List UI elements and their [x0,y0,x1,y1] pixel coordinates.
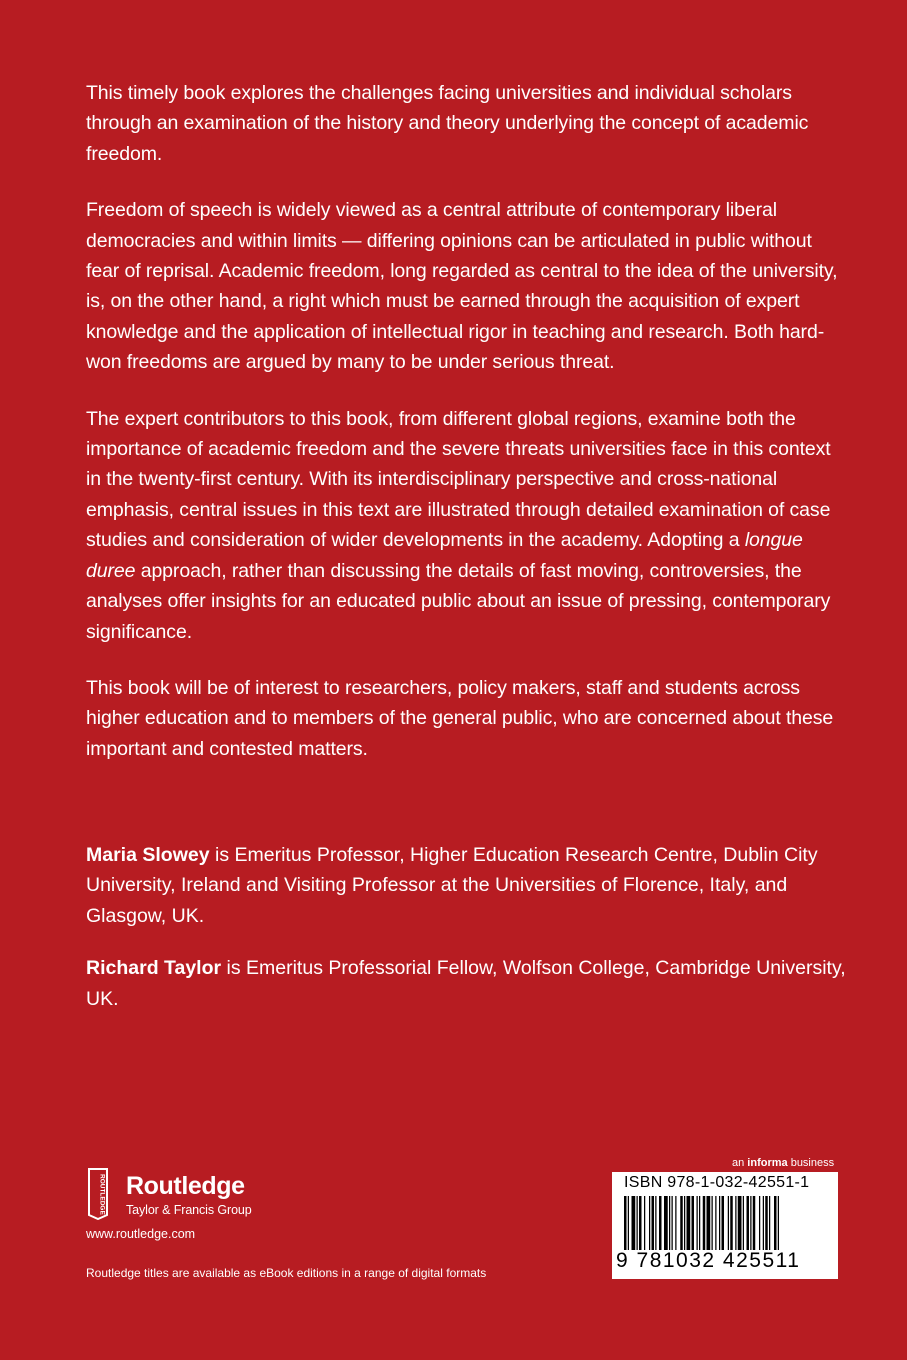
blurb-paragraph-4: This book will be of interest to researchers, policy makers, staff and students across higher education and to members of the general public, who are concerned about these important and contested matters. [86,676,834,760]
barcode-bar [778,1196,779,1250]
barcode-bar [750,1196,751,1250]
isbn-label: ISBN 978-1-032-42551-1 [624,1174,810,1191]
barcode-bar [722,1196,725,1250]
informa-tagline [732,1157,834,1169]
informa-prefix: an [732,1157,748,1169]
barcode-bar [639,1196,642,1250]
barcode-bar [659,1196,662,1250]
author-description: is Emeritus Professorial Fellow, Wolfson College, Cambridge University, UK. [86,957,846,1010]
barcode-bar [628,1196,629,1250]
barcode-bar [719,1196,720,1250]
author-bios [86,840,846,1036]
routledge-mark-text: ROUTLEDGE [98,1174,106,1215]
barcode-bars [624,1196,826,1250]
barcode-bar [747,1196,750,1250]
barcode-bar [664,1196,668,1250]
barcode-bar [699,1196,700,1250]
barcode-bar [637,1196,638,1250]
barcode-bar [697,1196,698,1250]
author-name: Richard Taylor [86,957,222,980]
barcode-bar [730,1196,733,1250]
barcode-bar [684,1196,685,1250]
publisher-website: www.routledge.com [86,1227,196,1241]
author-name: Maria Slowey [86,844,210,866]
barcode-bar [687,1196,691,1250]
informa-brand: informa [747,1157,788,1169]
barcode-bar [753,1196,756,1250]
barcode-bar [703,1196,706,1250]
blurb-p3-italic: longue duree [86,529,803,582]
barcode-bar [763,1196,764,1250]
barcode-bar [735,1196,736,1250]
barcode-bar [680,1196,683,1250]
barcode-bar [707,1196,711,1250]
barcode-bar [692,1196,695,1250]
publisher-group: Taylor & Francis Group [126,1203,252,1217]
barcode-bar [728,1196,729,1250]
ebook-note: Routledge titles are available as eBook editions in a range of digital formats [86,1266,487,1280]
book-blurb [86,78,846,790]
barcode-bar [675,1196,676,1250]
barcode-bar [774,1196,777,1250]
blurb-paragraph-2: Freedom of speech is widely viewed as a central attribute of contemporary liberal democracies and within limits — differing opinions can be articulated in public without fear of reprisal. Academic freedom, long regarded as central to the idea of the university, is, on the other hand, a right which must be earned through the acquisition of expert knowledge and the application of intellectual rigor in teaching and research. Both hard-won freedoms are argued by many to be under serious threat. [86,199,838,374]
informa-suffix: business [787,1157,835,1169]
publisher-name: Routledge [126,1172,245,1200]
barcode-bar [738,1196,742,1250]
author-bio [86,953,846,1014]
barcode-bar [672,1196,673,1250]
barcode-digits: 9 781032 425511 [616,1249,801,1272]
barcode-bar [765,1196,768,1250]
blurb-p3-end: approach, rather than discussing the details of fast moving, controversies, the analyses offer insights for an educated public about an issue of pressing, contemporary significance. [86,559,831,643]
blurb-paragraph-1: This timely book explores the challenges facing universities and individual scholars through an examination of the history and theory underlying the concept of academic freedom. [86,82,809,165]
barcode-bar [743,1196,744,1250]
isbn-barcode [612,1172,838,1279]
routledge-logo [86,1168,286,1222]
barcode-bar [652,1196,655,1250]
barcode-bar [712,1196,713,1250]
blurb-p3-start: The expert contributors to this book, from different global regions, examine both the importance of academic freedom and the severe threats universities face in this context in the twenty-first century. With its interdisciplinary perspective and cross-national emphasis, central issues in this text are illustrated through detailed examination of case studies and consideration of wider developments in the academy. Adopting a [86,407,831,552]
blurb-paragraph-3 [86,404,846,647]
barcode-bar [715,1196,716,1250]
barcode-bar [644,1196,645,1250]
author-description: is Emeritus Professor, Higher Education Research Centre, Dublin City University, Ireland and Visiting Professor at the Universities of Florence, Italy, and Glasgow, UK. [86,844,818,927]
barcode-bar [655,1196,656,1250]
routledge-mark-icon [86,1168,110,1220]
barcode-bar [649,1196,650,1250]
barcode-bar [624,1196,627,1250]
barcode-bar [669,1196,670,1250]
author-bio [86,840,846,931]
barcode-bar [759,1196,760,1250]
barcode-bar [769,1196,770,1250]
barcode-bar [632,1196,636,1250]
